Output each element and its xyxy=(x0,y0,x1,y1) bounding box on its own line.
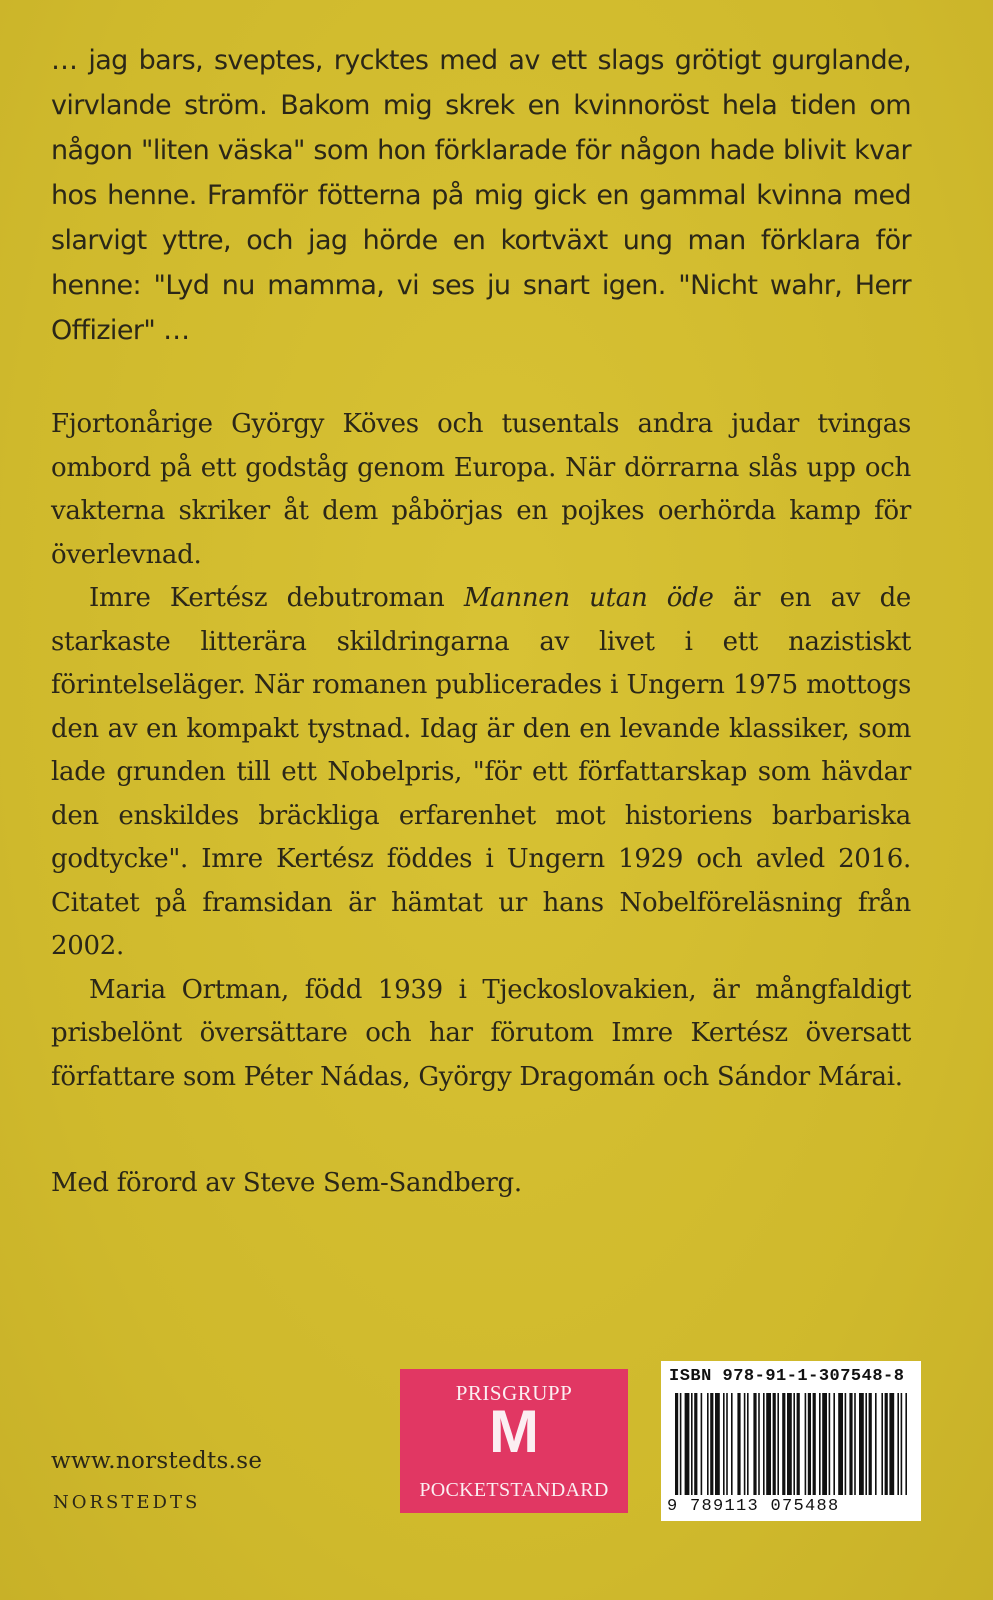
blurb-p2-rest: är en av de starkaste litterära skildringarna av livet i ett nazistiskt förintelseläger. När romanen publicerades i Ungern 1975 mottogs den av en kompakt tystnad. Idag är den en levande klassiker, som lade grunden till ett Nobelpris, "för ett författarskap som hävdar den enskildes bräckliga erfarenhet mot historiens barbariska godtycke". Imre Kertész föddes i Ungern 1929 och avled 2016. Citatet på framsidan är hämtat ur hans Nobelföreläsning från 2002. xyxy=(51,583,911,961)
price-group-badge xyxy=(400,1369,628,1513)
price-badge-top: PRISGRUPP xyxy=(455,1381,573,1405)
blurb-p2-lead: Imre Kertész debutroman xyxy=(89,583,464,613)
publisher-website: www.norstedts.se xyxy=(51,1448,263,1474)
isbn-label: ISBN 978-91-1-307548-8 xyxy=(669,1367,905,1386)
excerpt-quote: … jag bars, sveptes, rycktes med av ett slags grötigt gurglande, virvlande ström. Bakom mig skrek en kvinnoröst hela tiden om någon "liten väska" som hon förklarade för någon hade blivit kvar hos henne. Framför fötterna på mig gick en gammal kvinna med slarvigt yttre, och jag hörde en kortväxt ung man förklara för henne: "Lyd nu mamma, vi ses ju snart igen. "Nicht wahr, Herr Offizier" … xyxy=(51,45,911,346)
price-badge-letter: M xyxy=(489,1398,539,1465)
blurb-paragraph-2 xyxy=(51,577,911,969)
foreword-credit: Med förord av Steve Sem-Sandberg. xyxy=(51,1168,522,1198)
blurb-paragraph-1: Fjortonårige György Köves och tusentals andra judar tvingas ombord på ett godståg genom Europa. När dörrarna slås upp och vakterna skriker åt dem påbörjas en pojkes oerhörda kamp för överlevnad. xyxy=(51,409,911,570)
barcode-digits: 9 789113 075488 xyxy=(667,1497,840,1516)
publisher-name: NORSTEDTS xyxy=(53,1492,201,1513)
blurb-paragraph-3: Maria Ortman, född 1939 i Tjeckoslovakien, är mångfaldigt prisbelönt översättare och har förutom Imre Kertész översatt författare som Péter Nádas, György Dragomán och Sándor Márai. xyxy=(51,974,911,1092)
book-title: Mannen utan öde xyxy=(463,583,714,613)
barcode-box xyxy=(661,1361,921,1521)
blurb xyxy=(51,403,911,1099)
price-badge-bottom: POCKETSTANDARD xyxy=(419,1479,609,1501)
